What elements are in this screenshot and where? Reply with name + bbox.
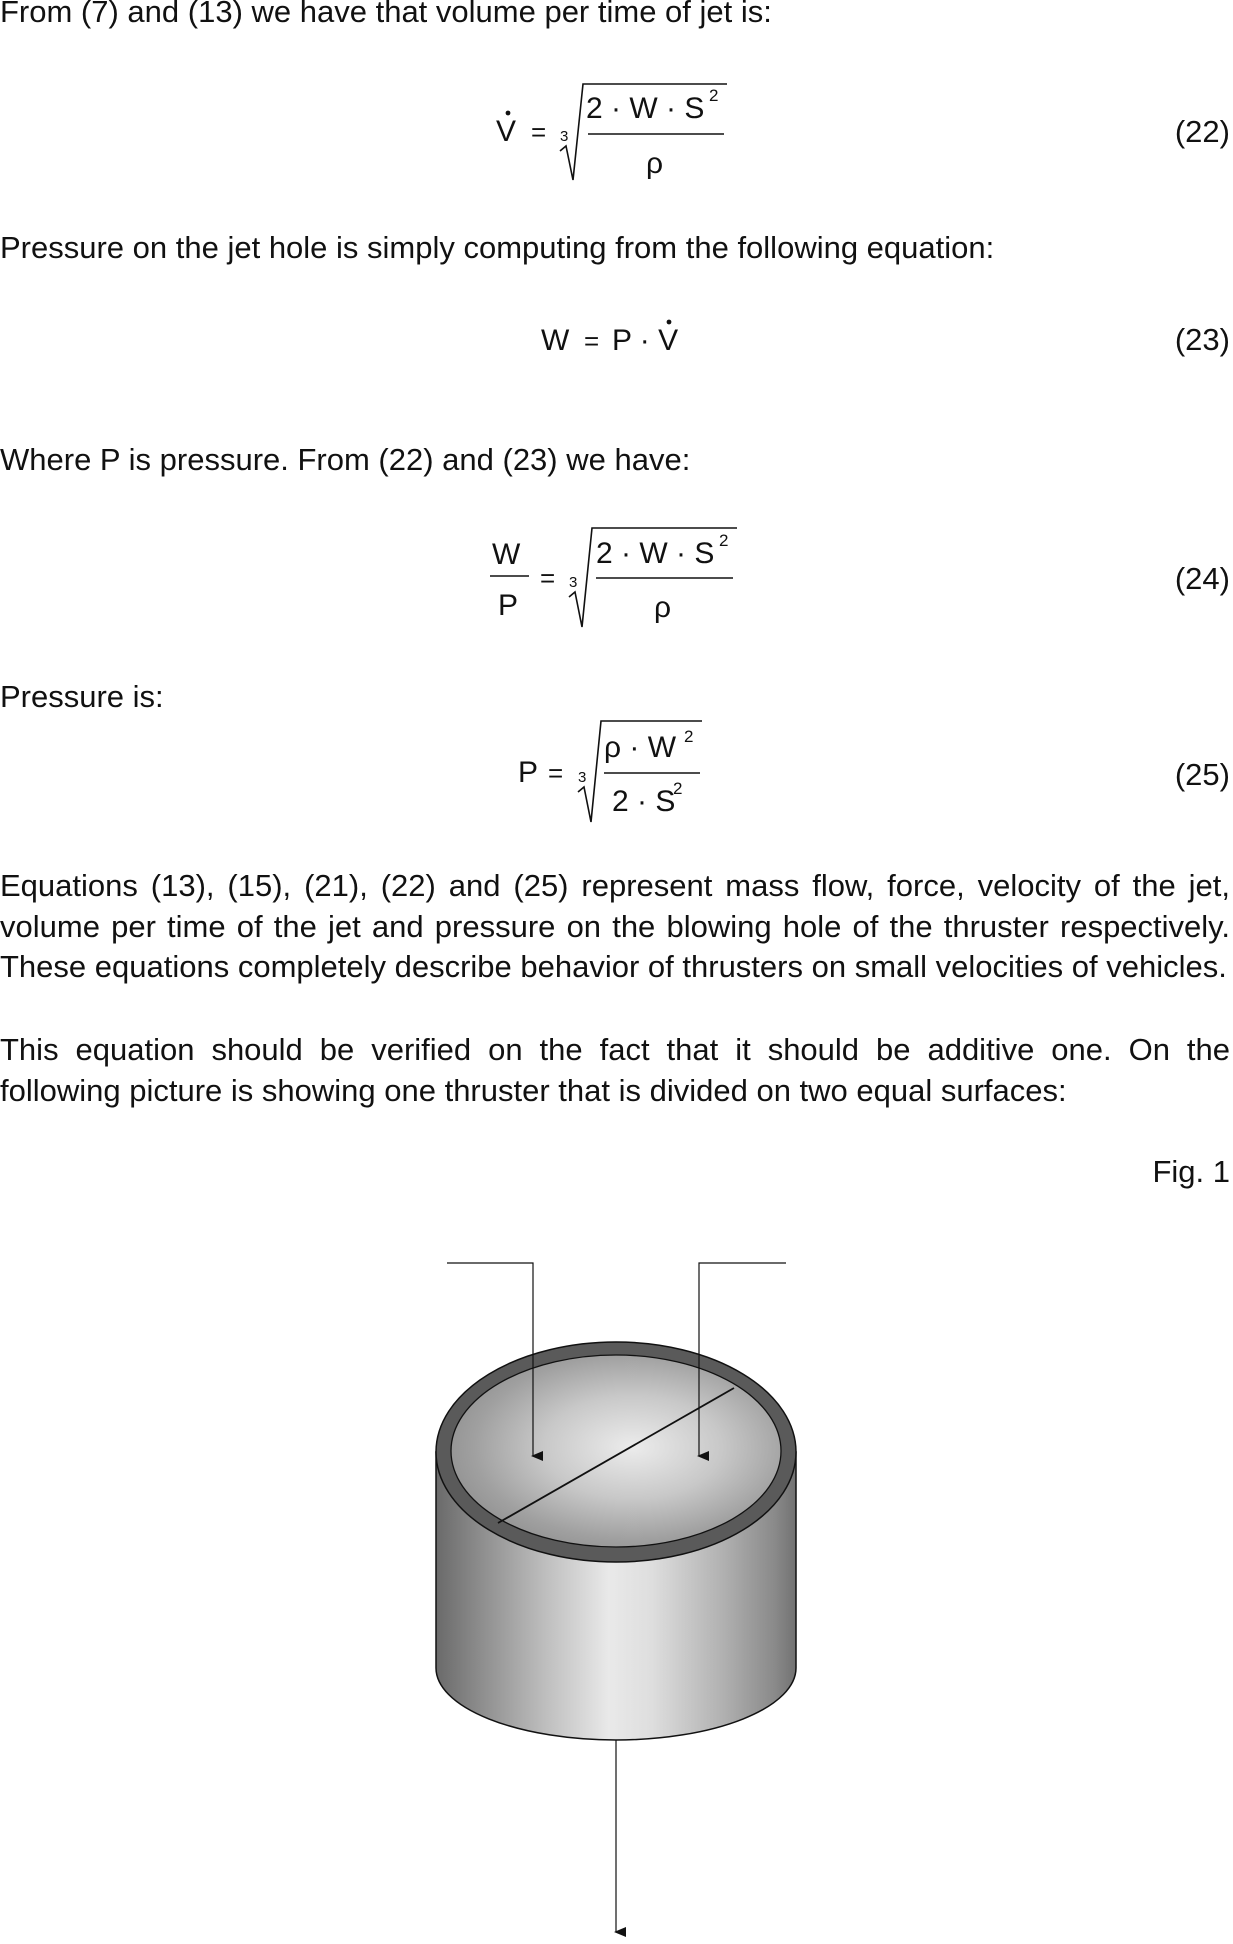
eq25-denominator: 2 · S	[612, 785, 676, 818]
eq24-numerator-exp: 2	[719, 531, 729, 550]
eq22-numerator: 2 · W · S	[586, 92, 705, 125]
equation-number-24: (24)	[1174, 561, 1230, 596]
eq24-lhs-denominator: P	[498, 589, 519, 622]
cylinder-top-surface	[451, 1355, 781, 1547]
eq23-equals: =	[584, 326, 600, 356]
eq22-lhs: V	[496, 115, 517, 148]
eq24-root-index: 3	[569, 574, 578, 591]
equation-number-22: (22)	[1174, 114, 1230, 149]
paragraph-where-p: Where P is pressure. From (22) and (23) we have:	[0, 442, 691, 477]
eq22-numerator-exp: 2	[709, 86, 719, 105]
eq25-root-index: 3	[578, 769, 587, 786]
eq24-equals: =	[540, 563, 556, 593]
paragraph-intro-volume: From (7) and (13) we have that volume per time of jet is:	[0, 0, 772, 29]
paragraph-additive-check: This equation should be verified on the fact that it should be additive one. On the following picture is showing one thruster that is divided on two equal surfaces:	[0, 1032, 1230, 1108]
eq22-denominator: ρ	[646, 147, 664, 180]
eq25-denominator-exp: 2	[673, 779, 683, 798]
eq25-numerator: ρ · W	[604, 731, 677, 764]
eq22-root-index: 3	[560, 128, 569, 145]
paragraph-pressure-intro: Pressure on the jet hole is simply computing from the following equation:	[0, 230, 995, 265]
eq23-rhs: P · V	[612, 324, 679, 357]
equation-number-25: (25)	[1174, 757, 1230, 792]
figure-label: Fig. 1	[1152, 1154, 1230, 1189]
paragraph-pressure-is: Pressure is:	[0, 679, 164, 714]
eq22-equals: =	[531, 117, 547, 147]
eq24-numerator: 2 · W · S	[596, 537, 715, 570]
paragraph-equations-summary: Equations (13), (15), (21), (22) and (25) represent mass flow, force, velocity of the jet, volume per time of the jet and pressure on the blowing hole of the thruster respectively. These equations completely describe behavior of thrusters on small velocities of vehicles.	[0, 868, 1230, 984]
eq24-denominator: ρ	[654, 591, 672, 624]
eq24-lhs-numerator: W	[492, 538, 521, 571]
eq25-lhs: P	[518, 756, 539, 789]
eq25-numerator-exp: 2	[684, 727, 694, 746]
equation-number-23: (23)	[1174, 322, 1230, 357]
eq25-equals: =	[548, 758, 564, 788]
eq23-lhs: W	[541, 324, 570, 357]
